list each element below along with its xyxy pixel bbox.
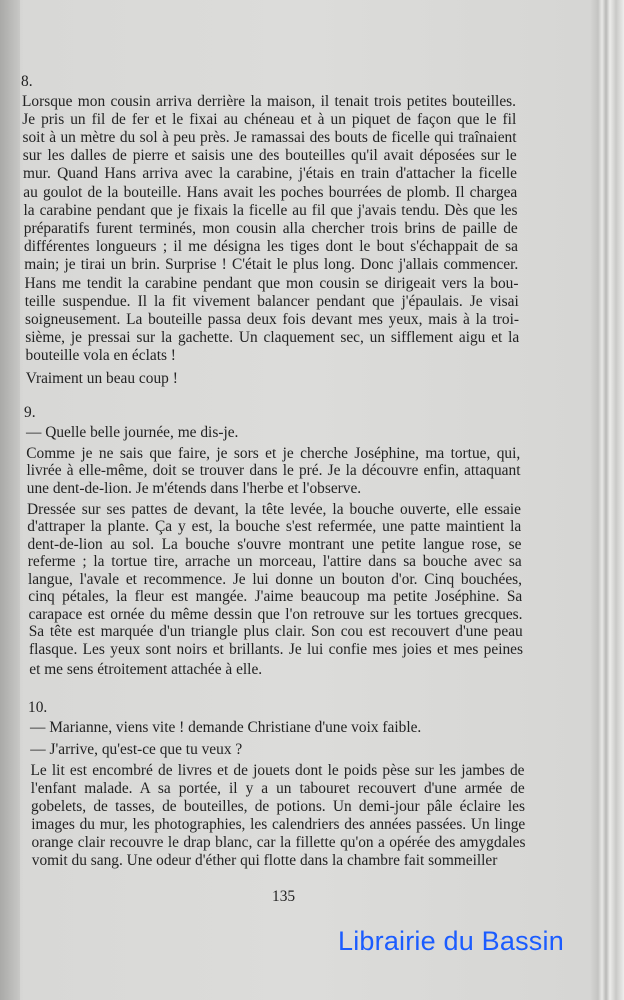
- text-line: main; je tirai un brin. Surprise ! C'était le plus long. Donc j'allais commencer.: [24, 256, 519, 273]
- text-line: images du mur, les photographies, les calendriers des années passées. Un linge: [31, 816, 526, 833]
- text-line: sur les dalles de pierre et saisis une des bouteilles qu'il avait déposées sur le: [22, 147, 517, 164]
- text-line: vomit du sang. Une odeur d'éther qui flotte dans la chambre fait sommeiller: [31, 852, 498, 869]
- text-line: d'attraper la plante. Ça y est, la bouche s'est refermée, une patte maintient la: [27, 518, 522, 535]
- text-line: différentes longueurs ; il me désigna les tiges dont le bout s'échappait de sa: [24, 238, 518, 255]
- text-line: sième, je pressai sur la gachette. Un claquement sec, un sifflement aigu et la: [25, 329, 520, 346]
- page-number: 135: [272, 888, 296, 905]
- text-line: Sa tête est marquée d'un triangle plus clair. Son cou est recouvert d'une peau: [28, 623, 523, 640]
- text-line: Comme je ne sais que faire, je sors et je cherche Joséphine, ma tortue, qui,: [26, 445, 521, 462]
- text-line: Vraiment un beau coup !: [25, 370, 178, 387]
- text-line: Dressée sur ses pattes de devant, la tête levée, la bouche ouverte, elle essaie: [27, 501, 521, 518]
- facing-page-edge: [0, 0, 20, 1000]
- watermark: Librairie du Bassin: [338, 926, 564, 956]
- text-line: l'enfant malade. A sa portée, il y a un tabouret recouvert d'une armée de: [30, 780, 525, 797]
- text-line: une dent-de-lion. Je m'étends dans l'herbe et l'observe.: [26, 480, 362, 497]
- text-line: referme ; la tortue tire, arrache un morceau, l'attire dans sa bouche avec sa: [27, 553, 522, 570]
- text-line: au goulot de la bouteille. Hans avait les poches bourrées de plomb. Il chargea: [23, 184, 518, 201]
- text-line: langue, l'avale et recommence. Je lui donne un bouton d'or. Cinq bouchées,: [28, 571, 522, 588]
- text-line: teille suspendue. Il la fit vivement balancer pendant que j'épaulais. Je visai: [24, 293, 519, 310]
- text-line: bouteille vola en éclats !: [25, 347, 176, 364]
- text-line: préparatifs furent terminés, mon cousin alla chercher trois brins de paille de: [23, 220, 518, 237]
- text-line: gobelets, de tasses, de bouteilles, de potions. Un demi-jour pâle éclaire les: [31, 798, 525, 815]
- text-line: mur. Quand Hans arriva avec la carabine, j'étais en train d'attacher la ficelle: [23, 165, 517, 182]
- text-line: soit à un mètre du sol à peu près. Je ramassai des bouts de ficelle qui traînaient: [22, 129, 517, 146]
- text-line: — Marianne, viens vite ! demande Christiane d'une voix faible.: [30, 719, 422, 736]
- text-line: Je pris un fil de fer et le fixai au chéneau et à un piquet de façon que le fil: [22, 111, 517, 128]
- text-line: — Quelle belle journée, me dis-je.: [26, 424, 239, 441]
- text-line: cinq pétales, la fleur est mangée. J'aime beaucoup ma petite Joséphine. Sa: [28, 588, 523, 605]
- text-line: flasque. Les yeux sont noirs et brillants. Je lui confie mes joies et mes peines: [29, 641, 523, 658]
- section-number: 10.: [28, 699, 48, 716]
- text-line: livrée à elle-même, doit se trouver dans le pré. Je la découvre enfin, attaquant: [26, 462, 521, 479]
- text-line: la carabine pendant que je fixais la ficelle au fil que j'avais tendu. Dès que les: [23, 202, 518, 219]
- text-line: soigneusement. La bouteille passa deux fois devant mes yeux, mais à la troi-: [25, 311, 519, 328]
- text-line: — J'arrive, qu'est-ce que tu veux ?: [30, 741, 243, 758]
- text-line: dent-de-lion au sol. La bouche s'ouvre montrant une petite langue rose, se: [27, 536, 522, 553]
- text-line: carapace est ornée du même dessin que l'on retrouve sur les tortues grecques.: [28, 606, 523, 623]
- section-number: 9.: [24, 404, 36, 421]
- text-line: Le lit est encombré de livres et de jouets dont le poids pèse sur les jambes de: [30, 762, 525, 779]
- text-line: Hans me tendit la carabine pendant que mon cousin se dirigeait vers la bou-: [24, 275, 519, 292]
- section-number: 8.: [21, 73, 33, 90]
- text-line: Lorsque mon cousin arriva derrière la maison, il tenait trois petites bouteilles.: [22, 93, 516, 110]
- text-line: et me sens étroitement attachée à elle.: [29, 661, 263, 678]
- text-line: orange clair recouvre le drap blanc, car la fillette qu'on a opérée des amygdales: [31, 834, 526, 851]
